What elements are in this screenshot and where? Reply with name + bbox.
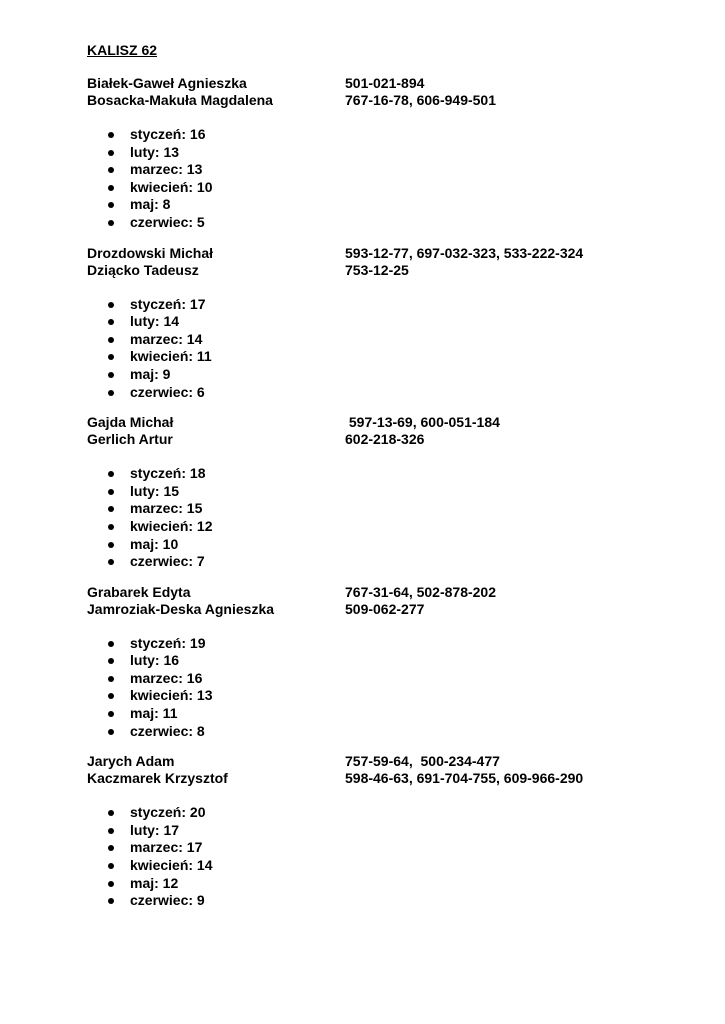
month-entry: maj: 8: [130, 196, 171, 213]
contact-name: Grabarek Edyta: [87, 583, 191, 600]
month-list: [87, 804, 707, 910]
bullet-icon: [108, 185, 114, 191]
list-item: [87, 804, 707, 822]
month-entry: marzec: 17: [130, 839, 203, 856]
list-item: [87, 723, 707, 741]
list-item: [87, 348, 707, 366]
contact-name: Gerlich Artur: [87, 431, 173, 448]
contact-group: [87, 245, 707, 402]
document-title: KALISZ 62: [87, 42, 158, 58]
bullet-icon: [108, 132, 114, 138]
list-item: [87, 126, 707, 144]
month-entry: luty: 15: [130, 482, 180, 499]
bullet-icon: [108, 845, 114, 851]
month-list: [87, 465, 707, 571]
bullet-icon: [108, 489, 114, 495]
list-item: [87, 296, 707, 314]
bullet-icon: [108, 711, 114, 717]
contact-name: Kaczmarek Krzysztof: [87, 770, 228, 787]
month-entry: styczeń: 18: [130, 465, 206, 482]
bullet-icon: [108, 676, 114, 682]
list-item: [87, 331, 707, 349]
contact-phone: 767-16-78, 606-949-501: [345, 92, 497, 108]
bullet-icon: [108, 150, 114, 156]
contact-phone: 598-46-63, 691-704-755, 609-966-290: [345, 770, 584, 787]
month-entry: czerwiec: 7: [130, 553, 205, 570]
contact-phone: 597-13-69, 600-051-184: [345, 414, 500, 431]
bullet-icon: [108, 693, 114, 699]
list-item: [87, 536, 707, 554]
list-item: [87, 161, 707, 179]
list-item: [87, 635, 707, 653]
list-item: [87, 687, 707, 705]
bullet-icon: [108, 524, 114, 530]
list-item: [87, 652, 707, 670]
month-list: [87, 296, 707, 402]
contact-name: Gajda Michał: [87, 414, 174, 431]
contact-name: Jarych Adam: [87, 753, 175, 770]
list-item: [87, 366, 707, 384]
month-entry: luty: 14: [130, 313, 180, 330]
list-item: [87, 857, 707, 875]
bullet-icon: [108, 898, 114, 904]
bullet-icon: [108, 202, 114, 208]
contact-group: [87, 75, 707, 232]
list-item: [87, 196, 707, 214]
bullet-icon: [108, 863, 114, 869]
month-entry: maj: 12: [130, 874, 179, 891]
list-item: [87, 670, 707, 688]
month-entry: kwiecień: 14: [130, 857, 213, 874]
contact-name: Dziącko Tadeusz: [87, 261, 199, 278]
bullet-icon: [108, 354, 114, 360]
contact-phone: 757-59-64, 500-234-477: [345, 753, 500, 770]
contact-phone: 602-218-326: [345, 431, 425, 448]
bullet-icon: [108, 471, 114, 477]
list-item: [87, 875, 707, 893]
list-item: [87, 500, 707, 518]
month-entry: marzec: 13: [130, 161, 203, 178]
contact-group: [87, 414, 707, 571]
bullet-icon: [108, 641, 114, 647]
month-entry: kwiecień: 13: [130, 687, 213, 704]
contact-phone: 593-12-77, 697-032-323, 533-222-324: [345, 244, 584, 261]
month-entry: styczeń: 19: [130, 634, 206, 651]
bullet-icon: [108, 372, 114, 378]
month-entry: czerwiec: 9: [130, 892, 205, 909]
contact-phone: 509-062-277: [345, 600, 425, 617]
contact-row: [87, 414, 707, 431]
contact-row: [87, 245, 707, 262]
contact-row: [87, 770, 707, 787]
contact-row: [87, 601, 707, 618]
contact-phone: 767-31-64, 502-878-202: [345, 583, 497, 600]
bullet-icon: [108, 167, 114, 173]
list-item: [87, 839, 707, 857]
bullet-icon: [108, 559, 114, 565]
list-item: [87, 705, 707, 723]
bullet-icon: [108, 881, 114, 887]
document-page: [87, 40, 707, 923]
month-entry: marzec: 14: [130, 330, 203, 347]
month-entry: czerwiec: 8: [130, 722, 205, 739]
month-entry: czerwiec: 6: [130, 383, 205, 400]
contact-phone: 753-12-25: [345, 261, 409, 278]
list-item: [87, 214, 707, 232]
contact-name: Bosacka-Makuła Magdalena: [87, 92, 273, 108]
bullet-icon: [108, 828, 114, 834]
contact-group: [87, 584, 707, 741]
contact-row: [87, 431, 707, 448]
bullet-icon: [108, 506, 114, 512]
month-entry: kwiecień: 10: [130, 178, 213, 195]
month-list: [87, 126, 707, 232]
month-entry: marzec: 16: [130, 669, 203, 686]
list-item: [87, 144, 707, 162]
contact-row: [87, 584, 707, 601]
list-item: [87, 553, 707, 571]
month-entry: kwiecień: 11: [130, 348, 212, 365]
contact-group: [87, 753, 707, 910]
month-list: [87, 635, 707, 741]
month-entry: maj: 9: [130, 365, 171, 382]
list-item: [87, 483, 707, 501]
list-item: [87, 518, 707, 536]
bullet-icon: [108, 337, 114, 343]
bullet-icon: [108, 319, 114, 325]
list-item: [87, 892, 707, 910]
month-entry: styczeń: 16: [130, 126, 206, 142]
list-item: [87, 179, 707, 197]
bullet-icon: [108, 220, 114, 226]
contact-name: Jamroziak-Deska Agnieszka: [87, 600, 275, 617]
bullet-icon: [108, 658, 114, 664]
month-entry: luty: 17: [130, 821, 180, 838]
contact-row: [87, 75, 707, 92]
list-item: [87, 465, 707, 483]
contact-row: [87, 753, 707, 770]
bullet-icon: [108, 729, 114, 735]
list-item: [87, 822, 707, 840]
contact-name: Białek-Gaweł Agnieszka: [87, 75, 247, 91]
month-entry: czerwiec: 5: [130, 213, 205, 230]
contact-phone: 501-021-894: [345, 75, 425, 91]
bullet-icon: [108, 542, 114, 548]
bullet-icon: [108, 302, 114, 308]
month-entry: maj: 11: [130, 705, 178, 722]
month-entry: luty: 16: [130, 652, 180, 669]
contact-row: [87, 262, 707, 279]
bullet-icon: [108, 390, 114, 396]
month-entry: luty: 13: [130, 143, 180, 160]
month-entry: kwiecień: 12: [130, 517, 213, 534]
month-entry: styczeń: 17: [130, 295, 206, 312]
list-item: [87, 384, 707, 402]
contact-name: Drozdowski Michał: [87, 244, 214, 261]
month-entry: marzec: 15: [130, 500, 203, 517]
bullet-icon: [108, 810, 114, 816]
contact-row: [87, 92, 707, 109]
month-entry: styczeń: 20: [130, 804, 206, 821]
list-item: [87, 313, 707, 331]
month-entry: maj: 10: [130, 535, 179, 552]
